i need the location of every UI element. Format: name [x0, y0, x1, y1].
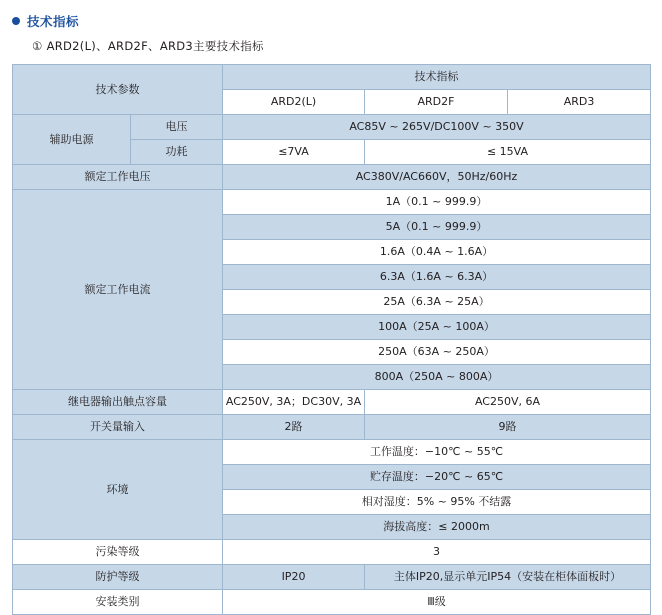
table-row: [13, 565, 651, 590]
cell-pollution-degree-value: 3: [223, 540, 651, 565]
cell-aux-voltage-value: AC85V ~ 265V/DC100V ~ 350V: [223, 115, 651, 140]
cell-install-category-value: Ⅲ级: [223, 590, 651, 615]
cell-protection-class-ard2l: IP20: [223, 565, 365, 590]
cell-rated-current-1-6a: 1.6A（0.4A ~ 1.6A）: [223, 240, 651, 265]
table-row: [13, 115, 651, 140]
cell-relay-capacity-ard2f-ard3: AC250V, 6A: [365, 390, 651, 415]
cell-env-altitude: 海拔高度：≤ 2000m: [223, 515, 651, 540]
cell-rated-voltage-value: AC380V/AC660V，50Hz/60Hz: [223, 165, 651, 190]
row-label-relay-capacity: 继电器输出触点容量: [13, 390, 223, 415]
row-sublabel-power-consumption: 功耗: [131, 140, 223, 165]
table-header-row: [13, 65, 651, 90]
table-row: [13, 165, 651, 190]
section-subtitle: ① ARD2(L)、ARD2F、ARD3主要技术指标: [32, 39, 264, 53]
row-label-install-category: 安装类别: [13, 590, 223, 615]
cell-protection-class-ard2f-ard3: 主体IP20,显示单元IP54（安装在柜体面板时）: [365, 565, 651, 590]
header-cell-model-ard3: ARD3: [508, 90, 651, 115]
table-row: [13, 415, 651, 440]
header-cell-model-ard2l: ARD2(L): [223, 90, 365, 115]
cell-power-consumption-ard2l: ≤7VA: [223, 140, 365, 165]
cell-rated-current-1a: 1A（0.1 ~ 999.9）: [223, 190, 651, 215]
row-label-protection-class: 防护等级: [13, 565, 223, 590]
row-label-digital-input: 开关量输入: [13, 415, 223, 440]
cell-env-humidity: 相对湿度：5% ~ 95% 不结露: [223, 490, 651, 515]
table-row: [13, 390, 651, 415]
header-cell-model-ard2f: ARD2F: [365, 90, 508, 115]
row-sublabel-voltage: 电压: [131, 115, 223, 140]
section-title: 技术指标: [27, 14, 80, 29]
table-row: [13, 440, 651, 465]
row-label-rated-voltage: 额定工作电压: [13, 165, 223, 190]
cell-rated-current-5a: 5A（0.1 ~ 999.9）: [223, 215, 651, 240]
table-row: [13, 590, 651, 615]
specification-table: [12, 64, 651, 615]
cell-rated-current-800a: 800A（250A ~ 800A）: [223, 365, 651, 390]
cell-env-storage-temp: 贮存温度：−20℃ ~ 65℃: [223, 465, 651, 490]
row-label-pollution-degree: 污染等级: [13, 540, 223, 565]
header-cell-spec: 技术指标: [223, 65, 651, 90]
section-heading: [0, 0, 662, 30]
table-row: [13, 190, 651, 215]
cell-rated-current-6-3a: 6.3A（1.6A ~ 6.3A）: [223, 265, 651, 290]
header-cell-parameter: 技术参数: [13, 65, 223, 115]
cell-rated-current-250a: 250A（63A ~ 250A）: [223, 340, 651, 365]
bullet-dot-icon: [12, 17, 20, 25]
table-row: [13, 540, 651, 565]
cell-rated-current-100a: 100A（25A ~ 100A）: [223, 315, 651, 340]
row-label-aux-power: 辅助电源: [13, 115, 131, 165]
cell-env-operating-temp: 工作温度：−10℃ ~ 55℃: [223, 440, 651, 465]
cell-rated-current-25a: 25A（6.3A ~ 25A）: [223, 290, 651, 315]
cell-relay-capacity-ard2l: AC250V, 3A；DC30V, 3A: [223, 390, 365, 415]
row-label-rated-current: 额定工作电流: [13, 190, 223, 390]
cell-digital-input-ard2l: 2路: [223, 415, 365, 440]
row-label-environment: 环境: [13, 440, 223, 540]
cell-power-consumption-ard2f-ard3: ≤ 15VA: [365, 140, 651, 165]
cell-digital-input-ard2f-ard3: 9路: [365, 415, 651, 440]
